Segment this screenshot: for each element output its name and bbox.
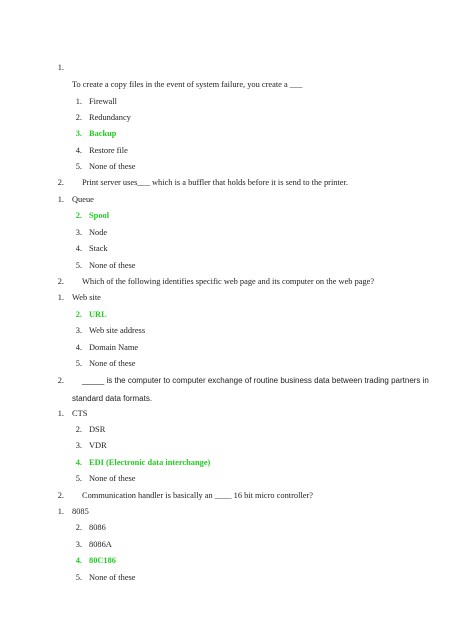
question-text: Communication handler is basically an ____ 16 bit micro controller?: [82, 491, 313, 500]
option-text: URL: [89, 310, 107, 319]
option-text: Redundancy: [89, 113, 131, 122]
question-number: 2.: [57, 277, 64, 286]
option-text: Restore file: [89, 146, 128, 155]
question-text: _____ is the computer to computer exchange of routine business data between trading partners in: [82, 376, 429, 385]
option-number: 2.: [75, 523, 82, 532]
option-number: 2.: [75, 310, 82, 319]
option-number: 5.: [75, 359, 82, 368]
option-number: 1.: [57, 293, 64, 302]
option-number: 2.: [75, 425, 82, 434]
question-text: Print server uses___ which is a buffler that holds before it is send to the printer.: [82, 178, 348, 187]
option-text: 8085: [72, 507, 89, 516]
option-text: Backup: [89, 129, 117, 138]
option-text: EDI (Electronic data interchange): [89, 458, 211, 467]
option-number: 3.: [75, 228, 82, 237]
option-text: Node: [89, 228, 108, 237]
option-number: 5.: [75, 162, 82, 171]
option-number: 2.: [75, 113, 82, 122]
option-number: 3.: [75, 540, 82, 549]
option-text: 80C186: [89, 556, 116, 565]
question-number: 2.: [57, 178, 64, 187]
option-text: Queue: [72, 195, 94, 204]
option-text: None of these: [89, 162, 136, 171]
option-number: 5.: [75, 261, 82, 270]
option-text: Firewall: [89, 97, 117, 106]
option-number: 3.: [75, 441, 82, 450]
option-number: 4.: [75, 556, 82, 565]
option-text: 8086: [89, 523, 106, 532]
option-number: 5.: [75, 573, 82, 582]
option-number: 5.: [75, 474, 82, 483]
option-text: VDR: [89, 441, 107, 450]
option-text: CTS: [72, 409, 88, 418]
option-text: 8086A: [89, 540, 112, 549]
option-text: Spool: [89, 211, 110, 220]
question-number: 2.: [57, 491, 64, 500]
question-1-text: To create a copy files in the event of system failure, you create a ___: [72, 80, 303, 89]
option-number: 1.: [75, 97, 82, 106]
option-text: DSR: [89, 425, 106, 434]
option-text: None of these: [89, 359, 136, 368]
option-number: 4.: [75, 146, 82, 155]
option-text: Web site: [72, 293, 101, 302]
question-number: 2.: [57, 376, 64, 385]
question-text: Which of the following identifies specific web page and its computer on the web page?: [82, 277, 375, 286]
option-number: 3.: [75, 326, 82, 335]
option-text: Web site address: [89, 326, 146, 335]
option-number: 2.: [75, 211, 82, 220]
option-number: 4.: [75, 458, 82, 467]
question-number: 1.: [57, 63, 64, 72]
option-text: None of these: [89, 261, 136, 270]
option-number: 1.: [57, 195, 64, 204]
option-text: None of these: [89, 573, 136, 582]
option-text: None of these: [89, 474, 136, 483]
option-number: 1.: [57, 409, 64, 418]
option-text: Domain Name: [89, 343, 139, 352]
option-text: Stack: [89, 244, 108, 253]
option-number: 4.: [75, 244, 82, 253]
option-number: 3.: [75, 129, 82, 138]
question-text-continued: standard data formats.: [72, 394, 153, 403]
option-number: 4.: [75, 343, 82, 352]
option-number: 1.: [57, 507, 64, 516]
